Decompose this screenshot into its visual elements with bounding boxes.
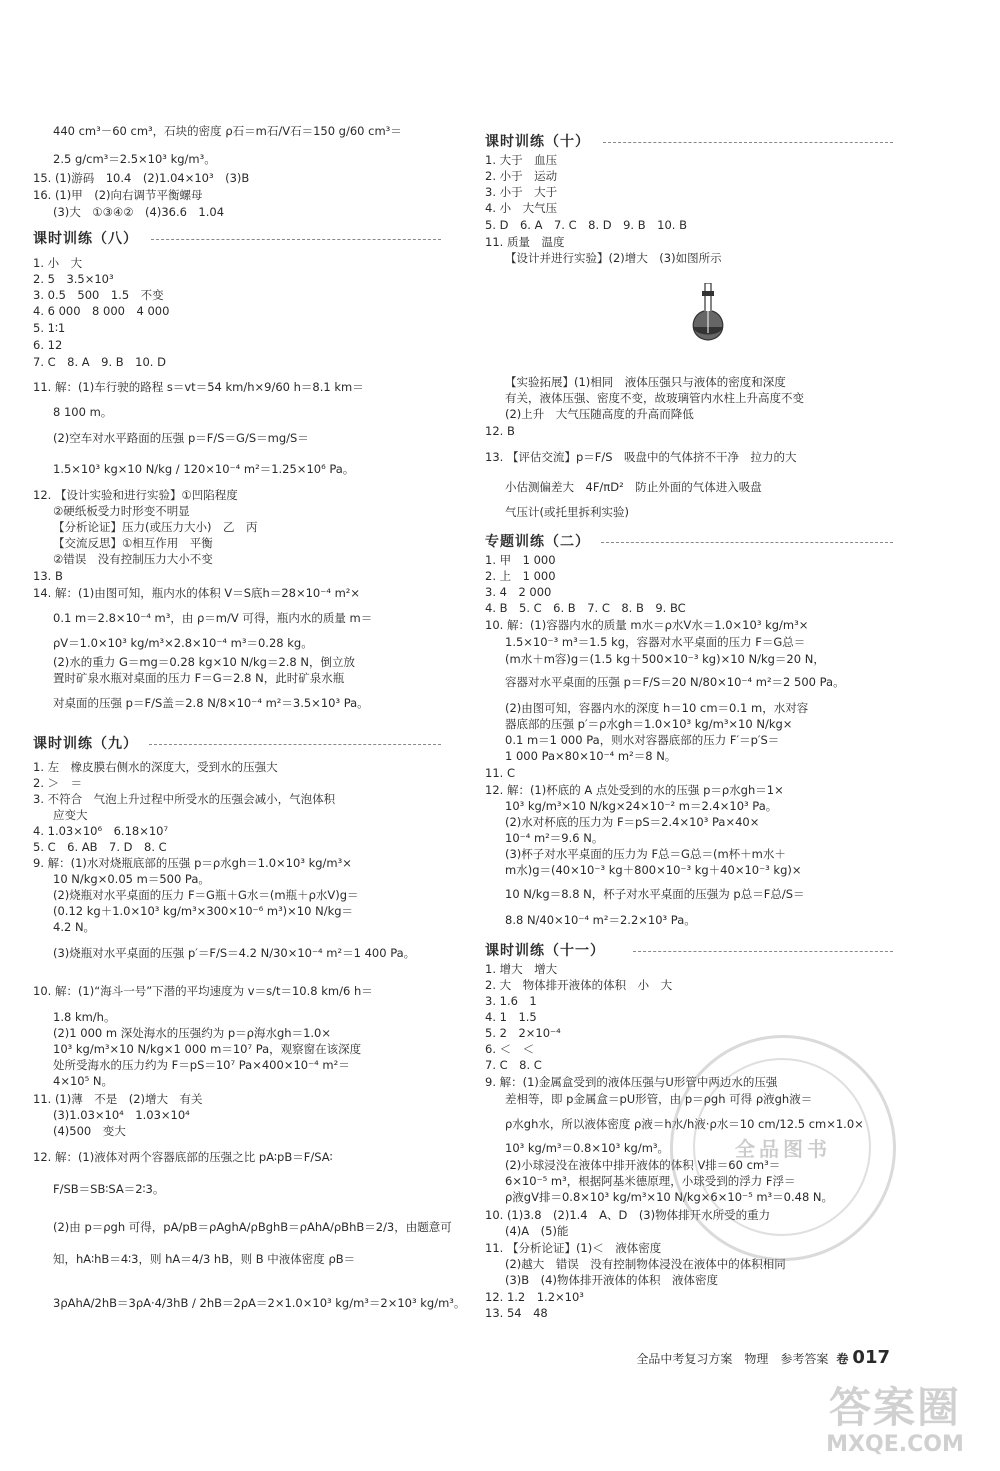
answer-line: 11. 解：(1)车行驶的路程 s＝vt＝54 km/h×9/60 h＝8.1 km＝ — [33, 380, 364, 394]
answer-line: 2. 上 1 000 — [485, 569, 556, 583]
section-title: 专题训练（二） — [485, 533, 915, 551]
watermark-logo: 答案圈 — [828, 1383, 961, 1432]
answer-line: 8.8 N/40×10⁻⁴ m²＝2.2×10³ Pa。 — [505, 913, 696, 927]
answer-line: 4. 小 大气压 — [485, 201, 558, 215]
answer-line: (2)由 p＝ρgh 可得，pA/pB＝ρAghA/ρBghB＝ρAhA/ρBhB＝2/3，由题意可 — [53, 1220, 452, 1234]
answer-line: (m水＋m容)g＝(1.5 kg＋500×10⁻³ kg)×10 N/kg＝20 N， — [505, 652, 825, 666]
answer-line: 对桌面的压强 p＝F/S盖＝2.8 N/8×10⁻⁴ m²＝3.5×10³ Pa。 — [53, 696, 369, 710]
answer-line: 10. 解：(1)“海斗一号”下潜的平均速度为 v＝s/t＝10.8 km/6 h＝ — [33, 984, 373, 998]
answer-line: 4. 1.03×10⁶ 6.18×10⁷ — [33, 824, 169, 838]
answer-line: 4. B 5. C 6. B 7. C 8. B 9. BC — [485, 601, 686, 615]
answer-line: F/SB＝SB∶SA＝2∶3。 — [53, 1182, 165, 1196]
answer-line: 4×10⁵ N。 — [53, 1074, 113, 1088]
answer-line: 11. 质量 温度 — [485, 235, 565, 249]
answer-line: 【设计并进行实验】(2)增大 (3)如图所示 — [505, 251, 722, 265]
text-line: 16. (1)甲 (2)向右调节平衡螺母 — [33, 188, 203, 202]
answer-line: 4. 1 1.5 — [485, 1010, 537, 1024]
answer-line: 有关，液体压强、密度不变，故玻璃管内水柱上升高度不变 — [505, 391, 804, 405]
answer-line: (2)小球浸没在液体中排开液体的体积 V排＝60 cm³＝ — [505, 1158, 781, 1172]
answer-line: 10³ kg/m³×10 N/kg×24×10⁻² m＝2.4×10³ Pa。 — [505, 799, 778, 813]
answer-line: 12. 【设计实验和进行实验】①凹陷程度 — [33, 488, 238, 502]
answer-line: 10. (1)3.8 (2)1.4 A、D (3)物体排开水所受的重力 — [485, 1208, 771, 1222]
answer-line: 2. 小于 运动 — [485, 169, 558, 183]
answer-line: 13. 54 48 — [485, 1306, 548, 1320]
answer-line: 9. 解：(1)水对烧瓶底部的压强 p＝ρ水gh＝1.0×10³ kg/m³× — [33, 856, 352, 870]
text-line: 2.5 g/cm³＝2.5×10³ kg/m³。 — [53, 152, 216, 166]
answer-line: 12. 1.2 1.2×10³ — [485, 1290, 584, 1304]
answer-line: 10 N/kg×0.05 m＝500 Pa。 — [53, 872, 210, 886]
answer-line: 1.5×10⁻³ m³＝1.5 kg，容器对水平桌面的压力 F＝G总＝ — [505, 635, 806, 649]
answer-line: (3)杯子对水平桌面的压力为 F总＝G总＝(m杯＋m水＋ — [505, 847, 786, 861]
watermark-url: MXQE.COM — [826, 1432, 964, 1457]
answer-line: (3)烧瓶对水平桌面的压强 p′＝F/S＝4.2 N/30×10⁻⁴ m²＝1 400 Pa。 — [53, 946, 416, 960]
answer-line: (2)水的重力 G＝mg＝0.28 kg×10 N/kg＝2.8 N，倒立放 — [53, 655, 355, 669]
answer-line: (3)B (4)物体排开液体的体积 液体密度 — [505, 1273, 718, 1287]
answer-line: 【分析论证】压力(或压力大小) 乙 丙 — [53, 520, 258, 534]
answer-line: 10. 解：(1)容器内水的质量 m水＝ρ水V水＝1.0×10³ kg/m³× — [485, 618, 809, 632]
answer-line: 11. (1)薄 不是 (2)增大 有关 — [33, 1092, 203, 1106]
answer-line: 1. 左 橡皮膜右侧水的深度大，受到水的压强大 — [33, 760, 278, 774]
answer-line: 6×10⁻⁵ m³，根据阿基米德原理，小球受到的浮力 F浮＝ — [505, 1174, 796, 1188]
answer-line: 5. 1∶1 — [33, 321, 66, 335]
answer-line: 【交流反思】①相互作用 平衡 — [53, 536, 213, 550]
answer-line: 11. C — [485, 766, 515, 780]
answer-line: (0.12 kg＋1.0×10³ kg/m³×300×10⁻⁶ m³)×10 N/kg＝ — [53, 904, 354, 918]
answer-line: 3. 0.5 500 1.5 不变 — [33, 288, 164, 302]
site-watermark — [800, 1385, 990, 1459]
answer-line: 13. B — [33, 569, 63, 583]
text-line: 15. (1)游码 10.4 (2)1.04×10³ (3)B — [33, 171, 250, 185]
answer-line: 5. 2 2×10⁻⁴ — [485, 1026, 561, 1040]
answer-line: (2)上升 大气压随高度的升高而降低 — [505, 407, 694, 421]
answer-line: 4.2 N。 — [53, 920, 96, 934]
answer-line: 1. 增大 增大 — [485, 962, 558, 976]
answer-line: ρV＝1.0×10³ kg/m³×2.8×10⁻⁴ m³＝0.28 kg。 — [53, 636, 313, 650]
answer-line: 4. 6 000 8 000 4 000 — [33, 304, 170, 318]
answer-line: 3. 4 2 000 — [485, 585, 552, 599]
answer-line: 1.5×10³ kg×10 N/kg / 120×10⁻⁴ m²＝1.25×10⁶ Pa。 — [53, 462, 355, 476]
answer-line: 1. 大于 血压 — [485, 153, 558, 167]
answer-line: 3ρAhA/2hB＝3ρA·4/3hB / 2hB＝2ρA＝2×1.0×10³ kg/m³＝2×10³ kg/m³。 — [53, 1296, 466, 1310]
answer-line: 器底部的压强 p′＝ρ水gh＝1.0×10³ kg/m³×10 N/kg× — [505, 717, 793, 731]
answer-line: ρ液gV排＝0.8×10³ kg/m³×10 N/kg×6×10⁻⁵ m³＝0.48 N。 — [505, 1190, 834, 1204]
answer-line: 知，hA∶hB＝4∶3，则 hA＝4/3 hB，则 B 中液体密度 ρB＝ — [53, 1252, 356, 1266]
answer-line: 气压计(或托里拆利实验) — [505, 505, 629, 519]
answer-line: 10³ kg/m³＝0.8×10³ kg/m³。 — [505, 1141, 670, 1155]
answer-line: 10 N/kg＝8.8 N，杯子对水平桌面的压强为 p总＝F总/S＝ — [505, 887, 805, 901]
answer-line: 9. 解：(1)金属盒受到的液体压强与U形管中两边水的压强 — [485, 1075, 778, 1089]
answer-line: 7. C 8. A 9. B 10. D — [33, 355, 166, 369]
text-line: (3)大 ①③④② (4)36.6 1.04 — [53, 205, 225, 219]
answer-line: 14. 解：(1)由图可知，瓶内水的体积 V＝S底h＝28×10⁻⁴ m²× — [33, 586, 361, 600]
text-line: 440 cm³－60 cm³，石块的密度 ρ石＝m石/V石＝150 g/60 cm³＝ — [53, 124, 402, 138]
answer-line: (3)1.03×10⁴ 1.03×10⁴ — [53, 1108, 190, 1122]
answer-line: 2. 5 3.5×10³ — [33, 272, 114, 286]
answer-line: ②错误 没有控制压力大小不变 — [53, 552, 213, 566]
answer-line: 12. 解：(1)杯底的 A 点处受到的水的压强 p＝ρ水gh＝1× — [485, 783, 784, 797]
answer-line: 11. 【分析论证】(1)＜ 液体密度 — [485, 1241, 662, 1255]
answer-line: 6. ＜ ＜ — [485, 1042, 535, 1056]
answer-line: 12. B — [485, 424, 515, 438]
answer-line: 1. 甲 1 000 — [485, 553, 556, 567]
answer-line: 10⁻⁴ m²＝9.6 N。 — [505, 831, 604, 845]
answer-line: (2)水对杯底的压力为 F＝pS＝2.4×10³ Pa×40× — [505, 815, 760, 829]
section-title: 课时训练（九） — [33, 735, 463, 753]
answer-line: (2)越大 错误 没有控制物体浸没在液体中的体积相同 — [505, 1257, 786, 1271]
flask-figure — [685, 283, 735, 343]
answer-line: (2)空车对水平路面的压强 p＝F/S＝G/S＝mg/S＝ — [53, 431, 309, 445]
section-title: 课时训练（八） — [33, 230, 463, 248]
answer-line: 5. D 6. A 7. C 8. D 9. B 10. B — [485, 218, 687, 232]
answer-line: 0.1 m＝2.8×10⁻⁴ m³，由 ρ＝m/V 可得，瓶内水的质量 m＝ — [53, 611, 373, 625]
answer-line: 6. 12 — [33, 338, 63, 352]
footer-title: 全品中考复习方案 物理 参考答案 — [636, 1352, 829, 1366]
answer-line: 10³ kg/m³×10 N/kg×1 000 m＝10⁷ Pa，观察窗在该深度 — [53, 1042, 362, 1056]
answer-line: 小估测偏差大 4F/πD² 防止外面的气体进入吸盘 — [505, 480, 762, 494]
stamp-watermark — [670, 1035, 896, 1261]
answer-line: 0.1 m＝1 000 Pa，则水对容器底部的压力 F′＝p′S＝ — [505, 733, 780, 747]
answer-line: (4)500 变大 — [53, 1124, 126, 1138]
answer-line: 5. C 6. AB 7. D 8. C — [33, 840, 167, 854]
answer-line: 2. ＞ ＝ — [33, 776, 83, 790]
answer-line: 应变大 — [53, 808, 88, 822]
answer-line: 处所受海水的压力约为 F＝pS＝10⁷ Pa×400×10⁻⁴ m²＝ — [53, 1058, 350, 1072]
answer-line: 2. 大 物体排开液体的体积 小 大 — [485, 978, 673, 992]
section-title: 课时训练（十一） — [485, 942, 915, 960]
answer-line: 置时矿泉水瓶对桌面的压力 F＝G＝2.8 N，此时矿泉水瓶 — [53, 671, 345, 685]
answer-line: (2)由图可知，容器内水的深度 h＝10 cm＝0.1 m，水对容 — [505, 701, 809, 715]
answer-line: 1.8 km/h。 — [53, 1010, 116, 1024]
answer-line: 8 100 m。 — [53, 405, 113, 419]
answer-line: (2)烧瓶对水平桌面的压力 F＝G瓶＋G水＝(m瓶＋ρ水V)g＝ — [53, 888, 359, 902]
page-number: 017 — [852, 1347, 890, 1368]
answer-line: m水)g＝(40×10⁻³ kg＋800×10⁻³ kg＋40×10⁻³ kg)× — [505, 863, 802, 877]
stamp-text: 全品图书 — [735, 1137, 831, 1161]
answer-line: ②硬纸板受力时形变不明显 — [53, 504, 190, 518]
answer-line: 3. 1.6 1 — [485, 994, 537, 1008]
answer-line: 3. 不符合 气泡上升过程中所受水的压强会减小，气泡体积 — [33, 792, 336, 806]
answer-line: 12. 解：(1)液体对两个容器底部的压强之比 pA∶pB＝F/SA∶ — [33, 1150, 333, 1164]
answer-line: 【实验拓展】(1)相同 液体压强只与液体的密度和深度 — [505, 375, 786, 389]
footer-volume: 卷 — [836, 1352, 849, 1366]
answer-line: 13. 【评估交流】p＝F/S 吸盘中的气体挤不干净 拉力的大 — [485, 450, 797, 464]
answer-line: 差相等，即 p金属盒＝pU形管，由 p＝ρgh 可得 ρ液gh液＝ — [505, 1092, 813, 1106]
section-title: 课时训练（十） — [485, 133, 915, 151]
page-footer — [636, 1347, 890, 1368]
answer-line: 3. 小于 大于 — [485, 185, 558, 199]
answer-line: 1. 小 大 — [33, 256, 83, 270]
answer-line: 7. C 8. C — [485, 1058, 542, 1072]
answer-line: ρ水gh水，所以液体密度 ρ液＝h水/h液·ρ水＝10 cm/12.5 cm×1.0× — [505, 1117, 864, 1131]
answer-line: (4)A (5)能 — [505, 1224, 569, 1238]
answer-line: (2)1 000 m 深处海水的压强约为 p＝ρ海水gh＝1.0× — [53, 1026, 331, 1040]
answer-line: 容器对水平桌面的压强 p＝F/S＝20 N/80×10⁻⁴ m²＝2 500 Pa。 — [505, 675, 845, 689]
answer-line: 1 000 Pa×80×10⁻⁴ m²＝8 N。 — [505, 749, 677, 763]
